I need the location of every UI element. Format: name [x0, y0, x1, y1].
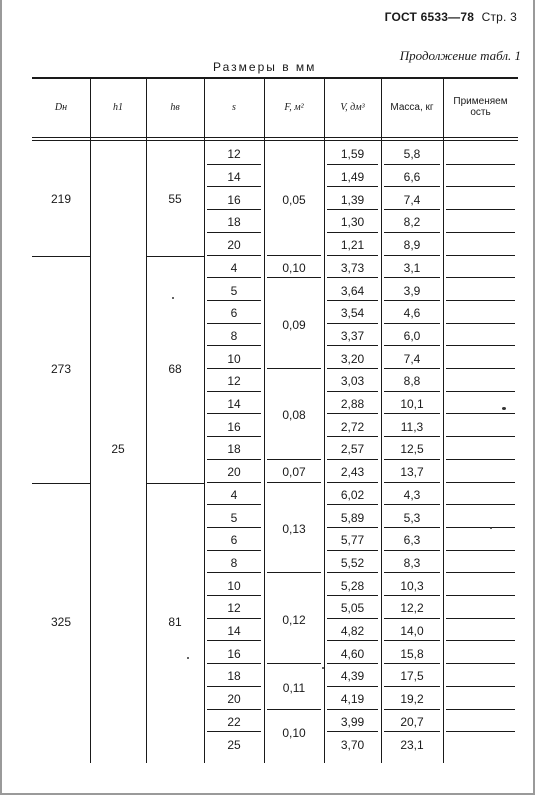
row-underline-s	[207, 164, 261, 165]
header-mass-label: Масса, кг	[390, 101, 434, 113]
cell-mass: 4,6	[403, 306, 421, 321]
header-use	[443, 77, 518, 137]
cell-v: 2,43	[340, 465, 365, 480]
row-underline-s	[207, 618, 261, 619]
header-dn	[32, 77, 90, 137]
header-use-label: Применяемость	[453, 96, 508, 118]
row-underline-s	[207, 640, 261, 641]
cell-s: 6	[230, 533, 238, 548]
row-underline-v	[327, 459, 378, 460]
f-group-divider	[267, 709, 321, 710]
cell-v: 3,03	[340, 374, 365, 389]
row-underline-s	[207, 550, 261, 551]
row-underline-v	[327, 368, 378, 369]
cell-f-7: 0,11	[282, 680, 306, 695]
row-underline-v	[327, 255, 378, 256]
row-underline-s	[207, 459, 261, 460]
cell-v: 2,57	[340, 442, 365, 457]
cell-f-0: 0,05	[282, 192, 306, 207]
f-group-divider	[267, 663, 321, 664]
row-underline-mass	[384, 731, 440, 732]
cell-f-1: 0,10	[282, 260, 306, 275]
row-underline-mass	[384, 572, 440, 573]
cell-s: 18	[227, 669, 241, 684]
cell-v: 4,60	[340, 646, 365, 661]
cell-hv-0: 55	[168, 191, 182, 206]
cell-v: 4,39	[340, 669, 365, 684]
cell-v: 4,82	[340, 624, 365, 639]
row-underline-mass	[384, 209, 440, 210]
cell-mass: 19,2	[400, 692, 424, 707]
row-underline-mass	[384, 300, 440, 301]
cell-mass: 6,0	[403, 328, 421, 343]
row-underline-use	[446, 277, 515, 278]
header-h1-label: h1	[113, 101, 123, 113]
row-underline-mass	[384, 436, 440, 437]
cell-s: 20	[227, 465, 241, 480]
cell-f-2: 0,09	[282, 317, 306, 332]
cell-s: 8	[230, 328, 238, 343]
cell-s: 5	[230, 283, 238, 298]
cell-v: 1,49	[340, 170, 365, 185]
cell-s: 16	[227, 419, 241, 434]
header-hv-label: hв	[170, 101, 180, 113]
cell-s: 10	[227, 578, 241, 593]
row-underline-v	[327, 550, 378, 551]
cell-v: 3,20	[340, 351, 365, 366]
row-underline-use	[446, 459, 515, 460]
cell-s: 14	[227, 624, 241, 639]
cell-mass: 11,3	[400, 419, 424, 434]
cell-s: 20	[227, 238, 241, 253]
cell-v: 3,70	[340, 737, 365, 752]
row-underline-v	[327, 640, 378, 641]
cell-s: 18	[227, 442, 241, 457]
row-underline-s	[207, 436, 261, 437]
header-v-label: V, дм³	[340, 101, 365, 113]
cell-dn-2: 325	[50, 615, 72, 630]
cell-v: 2,88	[340, 397, 365, 412]
row-underline-v	[327, 482, 378, 483]
row-underline-v	[327, 209, 378, 210]
cell-mass: 8,3	[403, 555, 421, 570]
cell-mass: 7,4	[403, 351, 421, 366]
row-underline-v	[327, 323, 378, 324]
cell-s: 18	[227, 215, 241, 230]
row-underline-v	[327, 686, 378, 687]
scan-speck	[490, 527, 492, 529]
row-underline-use	[446, 550, 515, 551]
row-underline-v	[327, 663, 378, 664]
cell-mass: 5,8	[403, 147, 421, 162]
row-underline-use	[446, 731, 515, 732]
row-underline-mass	[384, 550, 440, 551]
cell-s: 8	[230, 555, 238, 570]
cell-v: 1,39	[340, 192, 365, 207]
cell-v: 2,72	[340, 419, 365, 434]
cell-s: 14	[227, 397, 241, 412]
cell-mass: 3,1	[403, 260, 421, 275]
row-underline-s	[207, 368, 261, 369]
row-underline-v	[327, 277, 378, 278]
row-underline-v	[327, 504, 378, 505]
row-underline-s	[207, 300, 261, 301]
row-underline-use	[446, 368, 515, 369]
cell-v: 3,73	[340, 260, 365, 275]
header-v	[324, 77, 381, 137]
row-underline-v	[327, 618, 378, 619]
cell-f-8: 0,10	[282, 726, 306, 741]
row-underline-use	[446, 663, 515, 664]
row-underline-use	[446, 482, 515, 483]
row-underline-s	[207, 186, 261, 187]
cell-mass: 6,6	[403, 170, 421, 185]
header-bottom-rule-double	[32, 140, 518, 141]
cell-mass: 10,1	[400, 397, 424, 412]
row-underline-mass	[384, 527, 440, 528]
cell-v: 1,59	[340, 147, 365, 162]
row-underline-v	[327, 300, 378, 301]
row-underline-s	[207, 413, 261, 414]
row-underline-use	[446, 255, 515, 256]
row-underline-use	[446, 686, 515, 687]
row-underline-s	[207, 255, 261, 256]
cell-s: 5	[230, 510, 238, 525]
row-underline-use	[446, 209, 515, 210]
row-underline-use	[446, 186, 515, 187]
f-group-divider	[267, 482, 321, 483]
row-underline-s	[207, 345, 261, 346]
header-f	[264, 77, 324, 137]
cell-s: 16	[227, 646, 241, 661]
row-underline-s	[207, 391, 261, 392]
cell-mass: 10,3	[400, 578, 424, 593]
cell-v: 5,05	[340, 601, 365, 616]
row-underline-v	[327, 164, 378, 165]
row-underline-mass	[384, 663, 440, 664]
cell-mass: 14,0	[400, 624, 424, 639]
scan-speck	[502, 407, 506, 410]
cell-v: 5,52	[340, 555, 365, 570]
cell-s: 4	[230, 260, 238, 275]
row-underline-mass	[384, 595, 440, 596]
cell-mass: 5,3	[403, 510, 421, 525]
cell-f-6: 0,12	[282, 612, 306, 627]
row-underline-v	[327, 527, 378, 528]
row-underline-s	[207, 482, 261, 483]
header-bottom-rule	[32, 137, 518, 138]
cell-dn-1: 273	[50, 362, 72, 376]
row-underline-mass	[384, 709, 440, 710]
row-underline-s	[207, 572, 261, 573]
standard-number: ГОСТ 6533—78	[384, 10, 475, 24]
row-underline-v	[327, 391, 378, 392]
cell-v: 5,28	[340, 578, 365, 593]
f-group-divider	[267, 459, 321, 460]
cell-v: 3,54	[340, 306, 365, 321]
row-underline-s	[207, 323, 261, 324]
cell-mass: 8,9	[403, 238, 421, 253]
header-hv	[146, 77, 204, 137]
row-underline-mass	[384, 504, 440, 505]
cell-s: 4	[230, 487, 238, 502]
row-underline-use	[446, 345, 515, 346]
row-underline-use	[446, 618, 515, 619]
row-underline-mass	[384, 618, 440, 619]
row-underline-mass	[384, 391, 440, 392]
row-underline-use	[446, 232, 515, 233]
cell-s: 12	[227, 374, 241, 389]
cell-s: 12	[227, 147, 241, 162]
header-mass	[381, 77, 443, 137]
scan-speck	[322, 667, 324, 669]
cell-v: 5,89	[340, 510, 365, 525]
cell-mass: 15,8	[400, 646, 424, 661]
row-underline-s	[207, 527, 261, 528]
row-underline-s	[207, 686, 261, 687]
row-underline-v	[327, 436, 378, 437]
cell-v: 3,99	[340, 714, 365, 729]
cell-v: 3,37	[340, 328, 365, 343]
cell-mass: 17,5	[400, 669, 424, 684]
cell-s: 20	[227, 692, 241, 707]
cell-s: 6	[230, 306, 238, 321]
cell-mass: 20,7	[400, 714, 424, 729]
page-edge-left	[0, 0, 2, 795]
cell-mass: 23,1	[400, 737, 424, 752]
row-underline-s	[207, 731, 261, 732]
row-underline-s	[207, 663, 261, 664]
cell-hv-2: 81	[168, 615, 182, 630]
cell-mass: 13,7	[400, 465, 424, 480]
cell-hv-1: 68	[168, 362, 182, 376]
cell-mass: 8,2	[403, 215, 421, 230]
dimensions-table	[32, 77, 518, 763]
column-divider	[443, 77, 444, 763]
row-underline-use	[446, 413, 515, 414]
row-underline-use	[446, 391, 515, 392]
cell-mass: 12,5	[400, 442, 424, 457]
row-underline-s	[207, 232, 261, 233]
row-underline-mass	[384, 413, 440, 414]
row-underline-mass	[384, 255, 440, 256]
cell-s: 22	[227, 714, 241, 729]
table-top-rule	[32, 77, 518, 79]
row-underline-mass	[384, 186, 440, 187]
row-underline-mass	[384, 686, 440, 687]
cell-f-5: 0,13	[282, 521, 306, 536]
f-group-divider	[267, 277, 321, 278]
row-underline-v	[327, 709, 378, 710]
cell-v: 1,21	[340, 238, 365, 253]
row-underline-use	[446, 595, 515, 596]
row-underline-mass	[384, 232, 440, 233]
row-underline-use	[446, 323, 515, 324]
row-underline-use	[446, 709, 515, 710]
row-underline-mass	[384, 277, 440, 278]
f-group-divider	[267, 572, 321, 573]
cell-h1: 25	[111, 442, 125, 457]
cell-mass: 3,9	[403, 283, 421, 298]
row-underline-s	[207, 504, 261, 505]
f-group-divider	[267, 368, 321, 369]
row-underline-mass	[384, 164, 440, 165]
f-group-divider	[267, 255, 321, 256]
row-underline-s	[207, 209, 261, 210]
cell-v: 3,64	[340, 283, 365, 298]
cell-mass: 12,2	[400, 601, 424, 616]
scan-speck	[172, 297, 174, 299]
row-underline-v	[327, 595, 378, 596]
standard-header	[385, 10, 517, 24]
cell-s: 14	[227, 170, 241, 185]
row-underline-use	[446, 436, 515, 437]
cell-s: 25	[227, 737, 241, 752]
row-underline-use	[446, 164, 515, 165]
row-underline-s	[207, 709, 261, 710]
cell-v: 4,19	[340, 692, 365, 707]
row-underline-v	[327, 232, 378, 233]
continuation-note: Продолжение табл. 1	[399, 48, 521, 63]
row-underline-mass	[384, 640, 440, 641]
cell-mass: 7,4	[403, 192, 421, 207]
cell-v: 5,77	[340, 533, 365, 548]
cell-v: 6,02	[340, 487, 365, 502]
cell-s: 16	[227, 192, 241, 207]
row-underline-use	[446, 300, 515, 301]
row-underline-v	[327, 731, 378, 732]
row-underline-use	[446, 504, 515, 505]
row-underline-mass	[384, 345, 440, 346]
header-f-label: F, м²	[284, 101, 304, 113]
cell-f-4: 0,07	[282, 465, 306, 480]
row-underline-mass	[384, 482, 440, 483]
row-underline-mass	[384, 323, 440, 324]
page-label: Стр. 3	[481, 10, 517, 24]
row-underline-v	[327, 572, 378, 573]
row-underline-mass	[384, 368, 440, 369]
cell-v: 1,30	[340, 215, 365, 230]
row-underline-v	[327, 345, 378, 346]
row-underline-use	[446, 640, 515, 641]
scan-speck	[187, 657, 189, 659]
cell-s: 10	[227, 351, 241, 366]
row-underline-v	[327, 186, 378, 187]
row-underline-s	[207, 277, 261, 278]
header-s	[204, 77, 264, 137]
row-underline-use	[446, 572, 515, 573]
row-underline-mass	[384, 459, 440, 460]
cell-mass: 4,3	[403, 487, 421, 502]
cell-s: 12	[227, 601, 241, 616]
cell-dn-0: 219	[50, 191, 72, 206]
units-caption: Размеры в мм	[213, 60, 317, 74]
row-underline-use	[446, 527, 515, 528]
header-s-label: s	[232, 101, 236, 113]
header-dn-label: Dн	[54, 101, 68, 113]
cell-mass: 6,3	[403, 533, 421, 548]
row-underline-v	[327, 413, 378, 414]
cell-mass: 8,8	[403, 374, 421, 389]
cell-f-3: 0,08	[282, 408, 306, 423]
row-underline-s	[207, 595, 261, 596]
header-h1	[90, 77, 146, 137]
